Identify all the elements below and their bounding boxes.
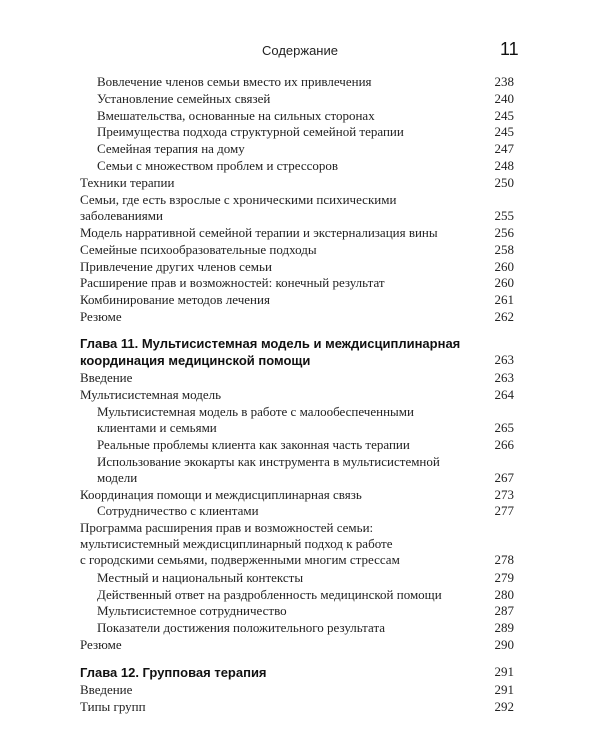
toc-entry-page: 262 (494, 309, 514, 324)
toc-entry-title: Резюме (80, 309, 122, 324)
toc-entry-page: 287 (494, 603, 514, 618)
toc-entry-page: 292 (494, 699, 514, 714)
toc-entry-page: 258 (494, 242, 514, 257)
toc-entry-page: 291 (494, 664, 514, 679)
toc-entry-title: Семьи с множеством проблем и стрессоров (97, 158, 339, 173)
toc-entry-title: Сотрудничество с клиентами (97, 503, 259, 518)
toc-entry-page: 250 (494, 175, 514, 190)
toc-entry-title: Расширение прав и возможностей: конечный результат (80, 275, 385, 290)
toc-entry-title: Комбинирование методов лечения (80, 292, 270, 307)
toc-entry-page: 290 (494, 637, 514, 652)
toc-entry-title: Резюме (80, 637, 122, 652)
toc-entry-title: Установление семейных связей (97, 91, 271, 106)
toc-entry-title: Вмешательства, основанные на сильных сторонах (97, 108, 375, 123)
toc-entry-page: 263 (494, 370, 514, 385)
toc-entry-title: Программа расширения прав и возможностей семьи: мультисистемный междисциплинарный подход к работе с городскими семьями, подверженными многим стрессам (80, 520, 400, 567)
toc-entry-page: 267 (494, 470, 514, 485)
toc-entry-title: Мультисистемное сотрудничество (97, 603, 287, 618)
toc-entry-title: Введение (80, 370, 133, 385)
toc-entry-page: 255 (494, 208, 514, 223)
toc-chapter-title: Глава 12. Групповая терапия (80, 665, 267, 680)
toc-entry-title: Вовлечение членов семьи вместо их привлечения (97, 74, 372, 89)
toc-entry-title: Семейные психообразовательные подходы (80, 242, 317, 257)
toc-entry-page: 289 (494, 620, 514, 635)
toc-entry-page: 291 (494, 682, 514, 697)
page-number: 11 (500, 39, 519, 59)
toc-entry-page: 261 (494, 292, 514, 307)
toc-entry-page: 273 (494, 487, 514, 502)
toc-entry-page: 260 (494, 275, 514, 290)
toc-entry-page: 256 (494, 225, 514, 240)
toc-entry-title: Показатели достижения положительного результата (97, 620, 386, 635)
toc-entry-page: 260 (494, 259, 514, 274)
toc-entry-title: Использование экокарты как инструмента в мультисистемной модели (97, 454, 440, 485)
toc-entry-title: Семейная терапия на дому (97, 141, 245, 156)
toc-chapter-title: Глава 11. Мультисистемная модель и междисциплинарная координация медицинской помощи (80, 336, 461, 368)
toc-entry-page: 280 (494, 587, 514, 602)
toc-entry-page: 247 (494, 141, 514, 156)
toc-entry-page: 245 (494, 108, 514, 123)
toc-entry-title: Семьи, где есть взрослые с хроническими психическими заболеваниями (80, 192, 397, 223)
toc-entry-page: 279 (494, 570, 514, 585)
toc-entry-page: 277 (494, 503, 514, 518)
toc-entry-title: Техники терапии (80, 175, 175, 190)
toc-entry-title: Координация помощи и междисциплинарная связь (80, 487, 362, 502)
running-header-title: Содержание (262, 43, 338, 58)
toc-entry-title: Типы групп (80, 699, 146, 714)
toc-entry-page: 264 (494, 387, 514, 402)
toc-entry-title: Введение (80, 682, 133, 697)
toc-entry-page: 240 (494, 91, 514, 106)
toc-entry-title: Преимущества подхода структурной семейной терапии (97, 124, 404, 139)
toc-entry-page: 266 (494, 437, 514, 452)
toc-entry-title: Действенный ответ на раздробленность медицинской помощи (97, 587, 442, 602)
toc-entry-title: Мультисистемная модель (80, 387, 222, 402)
toc-entry-page: 248 (494, 158, 514, 173)
toc-entry-title: Мультисистемная модель в работе с малообеспеченными клиентами и семьями (97, 404, 414, 435)
toc-entry-page: 278 (494, 552, 514, 567)
toc-entry-title: Модель нарративной семейной терапии и экстернализация вины (80, 225, 438, 240)
toc-entry-title: Привлечение других членов семьи (80, 259, 272, 274)
toc-entry-page: 245 (494, 124, 514, 139)
toc-entry-title: Реальные проблемы клиента как законная часть терапии (97, 437, 410, 452)
toc-entry-page: 263 (494, 352, 514, 367)
toc-entry-title: Местный и национальный контексты (97, 570, 304, 585)
toc-entry-page: 238 (494, 74, 514, 89)
toc-entry-page: 265 (494, 420, 514, 435)
